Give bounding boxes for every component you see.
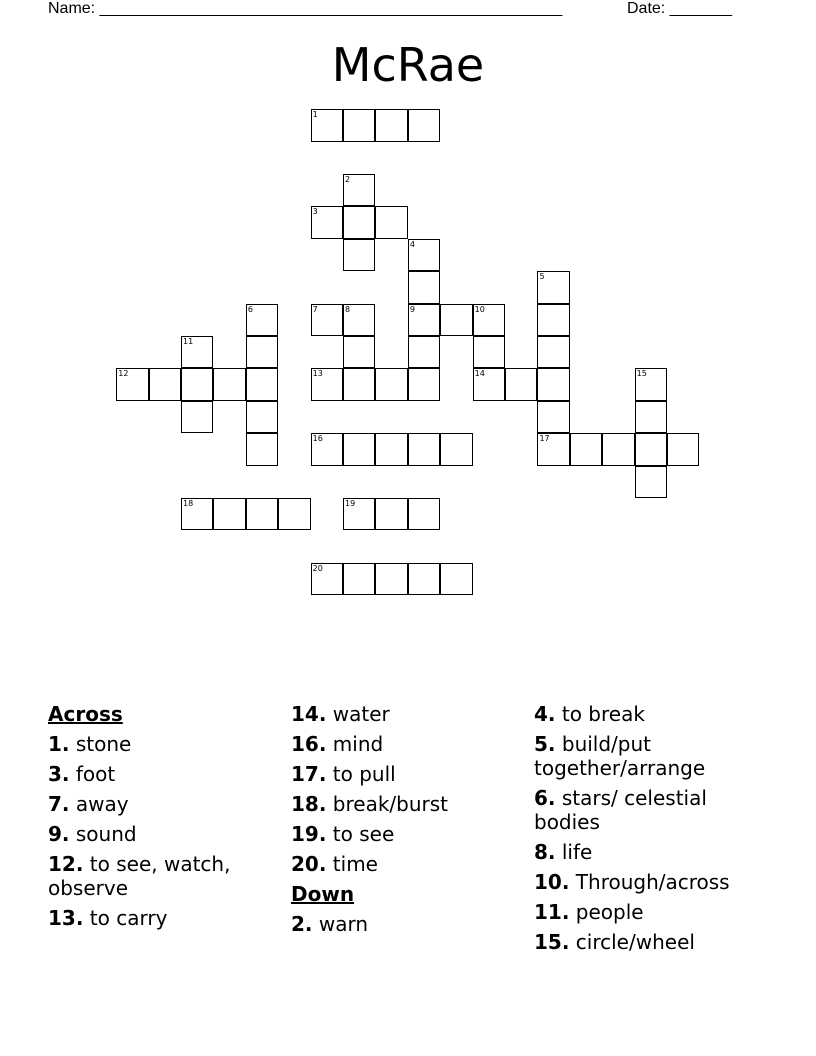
grid-cell[interactable]	[537, 433, 569, 465]
clue	[291, 702, 526, 726]
grid-cell[interactable]	[311, 563, 343, 595]
grid-cell[interactable]	[246, 498, 278, 530]
grid-cell[interactable]	[375, 368, 407, 400]
grid-cell[interactable]	[473, 336, 505, 368]
clue-number: 18.	[291, 792, 327, 816]
clue-text: foot	[75, 762, 116, 786]
grid-cell[interactable]	[408, 433, 440, 465]
clue-number: 9	[409, 304, 415, 314]
grid-cell[interactable]	[408, 563, 440, 595]
clue-number: 1.	[48, 732, 70, 756]
clue-number: 19	[345, 499, 356, 509]
grid-cell[interactable]	[635, 433, 667, 465]
name-field[interactable]	[48, 0, 562, 18]
clue-number: 1	[312, 110, 318, 120]
clue-number: 2.	[291, 912, 313, 936]
clue-number: 16.	[291, 732, 327, 756]
clue-number: 17.	[291, 762, 327, 786]
clue	[534, 900, 769, 924]
grid-cell[interactable]	[246, 401, 278, 433]
grid-cell[interactable]	[311, 206, 343, 238]
grid-cell[interactable]	[311, 109, 343, 141]
page-title: McRae	[331, 38, 485, 92]
grid-cell[interactable]	[116, 368, 148, 400]
clue-number: 8.	[534, 840, 556, 864]
grid-cell[interactable]	[635, 368, 667, 400]
clue	[48, 852, 283, 900]
clue-text: to pull	[332, 762, 396, 786]
clue-text: away	[75, 792, 129, 816]
grid-cell[interactable]	[570, 433, 602, 465]
date-field[interactable]	[627, 0, 732, 18]
grid-cell[interactable]	[343, 433, 375, 465]
clue-text: circle/wheel	[575, 930, 695, 954]
grid-cell[interactable]	[343, 109, 375, 141]
clue-text: to break	[561, 702, 645, 726]
clue-number: 3.	[48, 762, 70, 786]
grid-cell[interactable]	[635, 466, 667, 498]
grid-cell[interactable]	[181, 401, 213, 433]
clue	[48, 732, 283, 756]
clue-number: 20.	[291, 852, 327, 876]
clue-text: Through/across	[575, 870, 730, 894]
grid-cell[interactable]	[408, 239, 440, 271]
grid-cell[interactable]	[343, 239, 375, 271]
grid-cell[interactable]	[311, 433, 343, 465]
grid-cell[interactable]	[375, 563, 407, 595]
grid-cell[interactable]	[343, 304, 375, 336]
clue	[48, 762, 283, 786]
grid-cell[interactable]	[246, 433, 278, 465]
clue	[534, 870, 769, 894]
clue	[291, 732, 526, 756]
grid-cell[interactable]	[635, 401, 667, 433]
grid-cell[interactable]	[343, 368, 375, 400]
clue-number: 4	[409, 239, 415, 249]
grid-cell[interactable]	[667, 433, 699, 465]
grid-cell[interactable]	[537, 271, 569, 303]
clue	[48, 906, 283, 930]
clue-number: 17	[539, 434, 550, 444]
clues-column-2	[291, 702, 526, 942]
clue	[534, 702, 769, 726]
clue-text: people	[575, 900, 644, 924]
grid-cell[interactable]	[311, 368, 343, 400]
down-heading: Down	[291, 882, 355, 906]
clue-number: 7.	[48, 792, 70, 816]
grid-cell[interactable]	[343, 336, 375, 368]
clue-number: 16	[312, 434, 323, 444]
clue-number: 11	[183, 337, 194, 347]
clue-number: 10	[474, 304, 485, 314]
grid-cell[interactable]	[375, 206, 407, 238]
clue	[291, 912, 526, 936]
clue-number: 6.	[534, 786, 556, 810]
clue-text: life	[561, 840, 593, 864]
grid-cell[interactable]	[537, 304, 569, 336]
clue-number: 20	[312, 563, 323, 573]
clue-number: 8	[345, 304, 351, 314]
grid-cell[interactable]	[408, 336, 440, 368]
grid-cell[interactable]	[537, 401, 569, 433]
clue	[48, 792, 283, 816]
clue-number: 3	[312, 207, 318, 217]
grid-cell[interactable]	[246, 336, 278, 368]
grid-cell[interactable]	[537, 336, 569, 368]
clue-number: 19.	[291, 822, 327, 846]
date-line: _______	[669, 0, 732, 17]
clue-number: 5	[539, 272, 545, 282]
clue-number: 11.	[534, 900, 570, 924]
grid-cell[interactable]	[537, 368, 569, 400]
grid-cell[interactable]	[343, 498, 375, 530]
grid-cell[interactable]	[408, 304, 440, 336]
grid-cell[interactable]	[375, 109, 407, 141]
grid-cell[interactable]	[246, 368, 278, 400]
clue	[534, 732, 769, 780]
grid-cell[interactable]	[473, 304, 505, 336]
clue	[48, 822, 283, 846]
clue-number: 14	[474, 369, 485, 379]
clue	[291, 762, 526, 786]
clue	[291, 792, 526, 816]
clue-text: sound	[75, 822, 137, 846]
clue	[534, 840, 769, 864]
grid-cell[interactable]	[213, 368, 245, 400]
name-line: ____________________________________________________	[99, 0, 563, 17]
date-label: Date:	[627, 0, 666, 17]
grid-cell[interactable]	[505, 368, 537, 400]
grid-cell[interactable]	[343, 563, 375, 595]
clue-text: to carry	[89, 906, 168, 930]
grid-cell[interactable]	[278, 498, 310, 530]
clue-text: to see	[332, 822, 395, 846]
grid-cell[interactable]	[343, 206, 375, 238]
clue-number: 5.	[534, 732, 556, 756]
grid-cell[interactable]	[375, 498, 407, 530]
clue-number: 9.	[48, 822, 70, 846]
clue	[534, 930, 769, 954]
clue-number: 12.	[48, 852, 84, 876]
clue-number: 13.	[48, 906, 84, 930]
clue-number: 15	[636, 369, 647, 379]
grid-cell[interactable]	[408, 498, 440, 530]
grid-cell[interactable]	[181, 368, 213, 400]
grid-cell[interactable]	[375, 433, 407, 465]
grid-cell[interactable]	[440, 433, 472, 465]
grid-cell[interactable]	[440, 563, 472, 595]
clue-text: to see, watch, observe	[48, 852, 231, 900]
clue-number: 2	[345, 175, 351, 185]
grid-cell[interactable]	[408, 109, 440, 141]
grid-cell[interactable]	[311, 304, 343, 336]
clue-number: 15.	[534, 930, 570, 954]
clue-number: 14.	[291, 702, 327, 726]
clue-text: break/burst	[332, 792, 449, 816]
grid-cell[interactable]	[213, 498, 245, 530]
clue-text: build/put together/arrange	[534, 732, 706, 780]
grid-cell[interactable]	[602, 433, 634, 465]
across-heading: Across	[48, 702, 123, 726]
crossword-grid	[117, 110, 717, 610]
clue-text: water	[332, 702, 390, 726]
grid-cell[interactable]	[408, 368, 440, 400]
clue-number: 12	[118, 369, 129, 379]
clue	[534, 786, 769, 834]
grid-cell[interactable]	[181, 498, 213, 530]
clue-number: 10.	[534, 870, 570, 894]
name-label: Name:	[48, 0, 96, 17]
grid-cell[interactable]	[440, 304, 472, 336]
clues-column-3	[534, 702, 769, 960]
grid-cell[interactable]	[408, 271, 440, 303]
clue-number: 6	[247, 304, 253, 314]
clue	[291, 822, 526, 846]
grid-cell[interactable]	[181, 336, 213, 368]
clue-text: stone	[75, 732, 132, 756]
grid-cell[interactable]	[149, 368, 181, 400]
clue-number: 7	[312, 304, 318, 314]
clue-text: time	[332, 852, 378, 876]
clue-number: 18	[183, 499, 194, 509]
grid-cell[interactable]	[473, 368, 505, 400]
clue-number: 4.	[534, 702, 556, 726]
clues-column-1	[48, 702, 283, 936]
clue-text: warn	[318, 912, 369, 936]
clue	[291, 852, 526, 876]
grid-cell[interactable]	[343, 174, 375, 206]
grid-cell[interactable]	[246, 304, 278, 336]
clue-text: mind	[332, 732, 384, 756]
clue-number: 13	[312, 369, 323, 379]
clue-text: stars/ celestial bodies	[534, 786, 707, 834]
